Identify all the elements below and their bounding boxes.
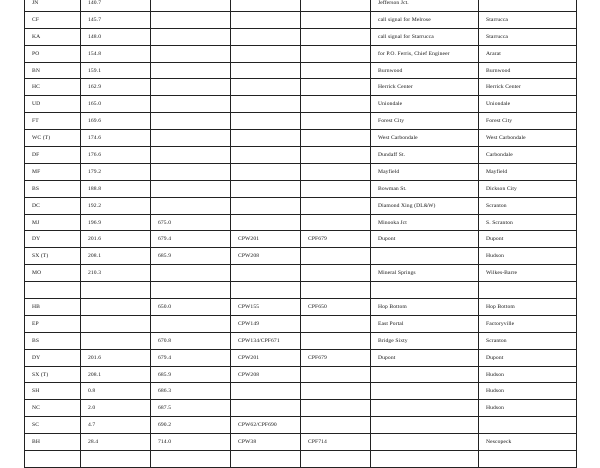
location-name-cell: East Portal xyxy=(371,315,479,332)
milepost-b-cell xyxy=(151,79,231,96)
milepost-b-cell xyxy=(151,28,231,45)
town-cell: Dickson City xyxy=(479,180,577,197)
table-row xyxy=(25,282,577,299)
station-code-cell: HC xyxy=(25,79,81,96)
station-code-cell: UD xyxy=(25,96,81,113)
station-code-cell: BN xyxy=(25,62,81,79)
milepost-b-cell: 650.0 xyxy=(151,299,231,316)
location-name-cell: call signal for Melrose xyxy=(371,11,479,28)
station-code-cell: CF xyxy=(25,11,81,28)
town-cell: Factoryville xyxy=(479,315,577,332)
location-name-cell: Hop Bottom xyxy=(371,299,479,316)
control-point-w-cell xyxy=(231,79,301,96)
table-row xyxy=(25,180,577,197)
station-table xyxy=(24,0,577,468)
control-point-w-cell xyxy=(231,180,301,197)
control-point-f-cell xyxy=(301,315,371,332)
milepost-a-cell xyxy=(81,299,151,316)
table-row xyxy=(25,79,577,96)
table-row xyxy=(25,434,577,451)
town-cell: Scranton xyxy=(479,197,577,214)
station-code-cell: NC xyxy=(25,400,81,417)
control-point-f-cell xyxy=(301,180,371,197)
milepost-a-cell: 210.3 xyxy=(81,265,151,282)
station-code-cell: MJ xyxy=(25,214,81,231)
control-point-w-cell xyxy=(231,163,301,180)
table-row xyxy=(25,163,577,180)
station-code-cell: DC xyxy=(25,197,81,214)
town-cell: Herrick Center xyxy=(479,79,577,96)
control-point-w-cell: CPW149 xyxy=(231,315,301,332)
town-cell: Wilkes-Barre xyxy=(479,265,577,282)
station-code-cell: BS xyxy=(25,332,81,349)
location-name-cell: Uniondale xyxy=(371,96,479,113)
town-cell: Forest City xyxy=(479,113,577,130)
control-point-f-cell xyxy=(301,248,371,265)
control-point-f-cell xyxy=(301,11,371,28)
location-name-cell: for P.O. Ferris, Chief Engineer xyxy=(371,45,479,62)
control-point-w-cell: CPW134/CPF671 xyxy=(231,332,301,349)
location-name-cell: Burnwood xyxy=(371,62,479,79)
town-cell: Dupont xyxy=(479,349,577,366)
location-name-cell: West Carbondale xyxy=(371,130,479,147)
control-point-w-cell xyxy=(231,147,301,164)
milepost-a-cell: 28.4 xyxy=(81,434,151,451)
station-code-cell: SC xyxy=(25,417,81,434)
control-point-f-cell xyxy=(301,62,371,79)
town-cell: Ararat xyxy=(479,45,577,62)
milepost-a-cell xyxy=(81,332,151,349)
control-point-w-cell: CPW201 xyxy=(231,349,301,366)
table-row xyxy=(25,96,577,113)
station-code-cell: FT xyxy=(25,113,81,130)
station-code-cell: KA xyxy=(25,28,81,45)
station-code-cell: WC (T) xyxy=(25,130,81,147)
control-point-w-cell xyxy=(231,197,301,214)
milepost-a-cell: 0.8 xyxy=(81,383,151,400)
location-name-cell xyxy=(371,282,479,299)
station-code-cell: SH xyxy=(25,383,81,400)
town-cell: Hudson xyxy=(479,366,577,383)
location-name-cell: Minooka Jct xyxy=(371,214,479,231)
station-code-cell: SX (T) xyxy=(25,366,81,383)
control-point-w-cell xyxy=(231,214,301,231)
location-name-cell: call signal for Starrucca xyxy=(371,28,479,45)
table-row xyxy=(25,231,577,248)
milepost-a-cell: 2.0 xyxy=(81,400,151,417)
milepost-a-cell: 162.9 xyxy=(81,79,151,96)
control-point-f-cell xyxy=(301,147,371,164)
milepost-b-cell xyxy=(151,282,231,299)
control-point-w-cell xyxy=(231,282,301,299)
location-name-cell: Dupont xyxy=(371,231,479,248)
table-row xyxy=(25,451,577,468)
control-point-f-cell xyxy=(301,214,371,231)
control-point-w-cell: CPW155 xyxy=(231,299,301,316)
station-code-cell: PO xyxy=(25,45,81,62)
location-name-cell xyxy=(371,451,479,468)
milepost-b-cell xyxy=(151,113,231,130)
milepost-b-cell xyxy=(151,197,231,214)
milepost-a-cell: 188.8 xyxy=(81,180,151,197)
location-name-cell: Dupont xyxy=(371,349,479,366)
milepost-b-cell: 679.4 xyxy=(151,349,231,366)
control-point-f-cell xyxy=(301,28,371,45)
control-point-w-cell: CPW62/CPF690 xyxy=(231,417,301,434)
control-point-w-cell: CPW38 xyxy=(231,434,301,451)
milepost-b-cell xyxy=(151,11,231,28)
town-cell xyxy=(479,282,577,299)
control-point-f-cell xyxy=(301,163,371,180)
milepost-a-cell xyxy=(81,282,151,299)
station-code-cell: JN xyxy=(25,0,81,11)
control-point-w-cell xyxy=(231,0,301,11)
town-cell: Starrucca xyxy=(479,28,577,45)
milepost-a-cell: 208.1 xyxy=(81,366,151,383)
milepost-b-cell xyxy=(151,147,231,164)
location-name-cell: Herrick Center xyxy=(371,79,479,96)
control-point-w-cell: CPW208 xyxy=(231,366,301,383)
milepost-a-cell: 159.1 xyxy=(81,62,151,79)
table-row xyxy=(25,417,577,434)
table-row xyxy=(25,400,577,417)
control-point-f-cell: CPF714 xyxy=(301,434,371,451)
location-name-cell xyxy=(371,434,479,451)
town-cell: Scranton xyxy=(479,332,577,349)
location-name-cell xyxy=(371,366,479,383)
table-row xyxy=(25,383,577,400)
location-name-cell: Bowman St. xyxy=(371,180,479,197)
control-point-w-cell: CPW201 xyxy=(231,231,301,248)
table-row xyxy=(25,332,577,349)
location-name-cell xyxy=(371,400,479,417)
control-point-w-cell xyxy=(231,383,301,400)
milepost-a-cell: 201.6 xyxy=(81,231,151,248)
milepost-a-cell xyxy=(81,451,151,468)
town-cell: Mayfield xyxy=(479,163,577,180)
milepost-a-cell: 169.6 xyxy=(81,113,151,130)
control-point-w-cell xyxy=(231,45,301,62)
town-cell: Dupont xyxy=(479,231,577,248)
control-point-f-cell xyxy=(301,383,371,400)
location-name-cell: Mayfield xyxy=(371,163,479,180)
milepost-b-cell: 714.0 xyxy=(151,434,231,451)
table-row xyxy=(25,0,577,11)
control-point-w-cell xyxy=(231,28,301,45)
milepost-b-cell: 685.9 xyxy=(151,366,231,383)
control-point-w-cell xyxy=(231,130,301,147)
milepost-a-cell xyxy=(81,315,151,332)
control-point-f-cell xyxy=(301,0,371,11)
control-point-w-cell xyxy=(231,11,301,28)
milepost-b-cell xyxy=(151,265,231,282)
station-code-cell: MO xyxy=(25,265,81,282)
milepost-b-cell: 679.4 xyxy=(151,231,231,248)
town-cell: Nescopeck xyxy=(479,434,577,451)
town-cell xyxy=(479,417,577,434)
town-cell: Hudson xyxy=(479,248,577,265)
table-row xyxy=(25,11,577,28)
milepost-a-cell: 145.7 xyxy=(81,11,151,28)
milepost-a-cell: 174.6 xyxy=(81,130,151,147)
control-point-w-cell xyxy=(231,96,301,113)
table-row xyxy=(25,299,577,316)
control-point-f-cell xyxy=(301,265,371,282)
control-point-f-cell: CPF679 xyxy=(301,231,371,248)
milepost-a-cell: 154.8 xyxy=(81,45,151,62)
milepost-b-cell xyxy=(151,96,231,113)
location-name-cell: Mineral Springs xyxy=(371,265,479,282)
control-point-f-cell xyxy=(301,332,371,349)
control-point-f-cell: CPF679 xyxy=(301,349,371,366)
table-row xyxy=(25,28,577,45)
station-code-cell: BS xyxy=(25,180,81,197)
town-cell: Carbondale xyxy=(479,147,577,164)
location-name-cell: Dundaff St. xyxy=(371,147,479,164)
station-code-cell: EP xyxy=(25,315,81,332)
station-code-cell: HB xyxy=(25,299,81,316)
control-point-f-cell xyxy=(301,197,371,214)
control-point-f-cell xyxy=(301,451,371,468)
control-point-f-cell xyxy=(301,113,371,130)
milepost-a-cell: 208.1 xyxy=(81,248,151,265)
table-row xyxy=(25,62,577,79)
milepost-a-cell: 201.6 xyxy=(81,349,151,366)
control-point-f-cell xyxy=(301,400,371,417)
town-cell: Burnwood xyxy=(479,62,577,79)
location-name-cell xyxy=(371,383,479,400)
town-cell: Hop Bottom xyxy=(479,299,577,316)
town-cell xyxy=(479,451,577,468)
milepost-a-cell: 165.0 xyxy=(81,96,151,113)
table-row xyxy=(25,130,577,147)
milepost-b-cell: 687.5 xyxy=(151,400,231,417)
table-row xyxy=(25,349,577,366)
milepost-b-cell: 690.2 xyxy=(151,417,231,434)
milepost-a-cell: 4.7 xyxy=(81,417,151,434)
town-cell: Starrucca xyxy=(479,11,577,28)
milepost-a-cell: 176.6 xyxy=(81,147,151,164)
control-point-w-cell xyxy=(231,451,301,468)
table-row xyxy=(25,265,577,282)
table-row xyxy=(25,45,577,62)
table-row xyxy=(25,248,577,265)
town-cell xyxy=(479,0,577,11)
location-name-cell xyxy=(371,248,479,265)
station-code-cell: DY xyxy=(25,231,81,248)
milepost-b-cell xyxy=(151,315,231,332)
milepost-b-cell xyxy=(151,45,231,62)
table-row xyxy=(25,315,577,332)
control-point-f-cell xyxy=(301,130,371,147)
control-point-f-cell xyxy=(301,79,371,96)
station-code-cell: BH xyxy=(25,434,81,451)
town-cell: Hudson xyxy=(479,400,577,417)
milepost-b-cell: 686.3 xyxy=(151,383,231,400)
location-name-cell: Jefferson Jct. xyxy=(371,0,479,11)
milepost-b-cell xyxy=(151,0,231,11)
milepost-b-cell xyxy=(151,451,231,468)
control-point-f-cell xyxy=(301,282,371,299)
control-point-f-cell xyxy=(301,96,371,113)
table-row xyxy=(25,147,577,164)
control-point-w-cell xyxy=(231,113,301,130)
town-cell: Hudson xyxy=(479,383,577,400)
milepost-a-cell: 179.2 xyxy=(81,163,151,180)
station-code-cell: DF xyxy=(25,147,81,164)
milepost-b-cell xyxy=(151,163,231,180)
control-point-f-cell: CPF650 xyxy=(301,299,371,316)
town-cell: West Carbondale xyxy=(479,130,577,147)
town-cell: S. Scranton xyxy=(479,214,577,231)
milepost-b-cell: 685.9 xyxy=(151,248,231,265)
station-code-cell: DY xyxy=(25,349,81,366)
control-point-w-cell xyxy=(231,400,301,417)
control-point-w-cell: CPW208 xyxy=(231,248,301,265)
milepost-b-cell: 670.8 xyxy=(151,332,231,349)
table-row xyxy=(25,214,577,231)
table-row xyxy=(25,366,577,383)
control-point-f-cell xyxy=(301,45,371,62)
location-name-cell: Forest City xyxy=(371,113,479,130)
milepost-a-cell: 196.9 xyxy=(81,214,151,231)
control-point-w-cell xyxy=(231,62,301,79)
station-table-body xyxy=(25,0,577,467)
location-name-cell: Bridge Sixty xyxy=(371,332,479,349)
milepost-a-cell: 140.7 xyxy=(81,0,151,11)
location-name-cell xyxy=(371,417,479,434)
control-point-w-cell xyxy=(231,265,301,282)
milepost-b-cell xyxy=(151,130,231,147)
location-name-cell: Diamond Xing (DL&W) xyxy=(371,197,479,214)
station-code-cell xyxy=(25,282,81,299)
station-code-cell xyxy=(25,451,81,468)
station-code-cell: MF xyxy=(25,163,81,180)
table-row xyxy=(25,197,577,214)
milepost-a-cell: 192.2 xyxy=(81,197,151,214)
station-code-cell: SX (T) xyxy=(25,248,81,265)
milepost-b-cell xyxy=(151,62,231,79)
milepost-a-cell: 148.0 xyxy=(81,28,151,45)
table-row xyxy=(25,113,577,130)
control-point-f-cell xyxy=(301,366,371,383)
milepost-b-cell xyxy=(151,180,231,197)
town-cell: Uniondale xyxy=(479,96,577,113)
milepost-b-cell: 675.0 xyxy=(151,214,231,231)
control-point-f-cell xyxy=(301,417,371,434)
